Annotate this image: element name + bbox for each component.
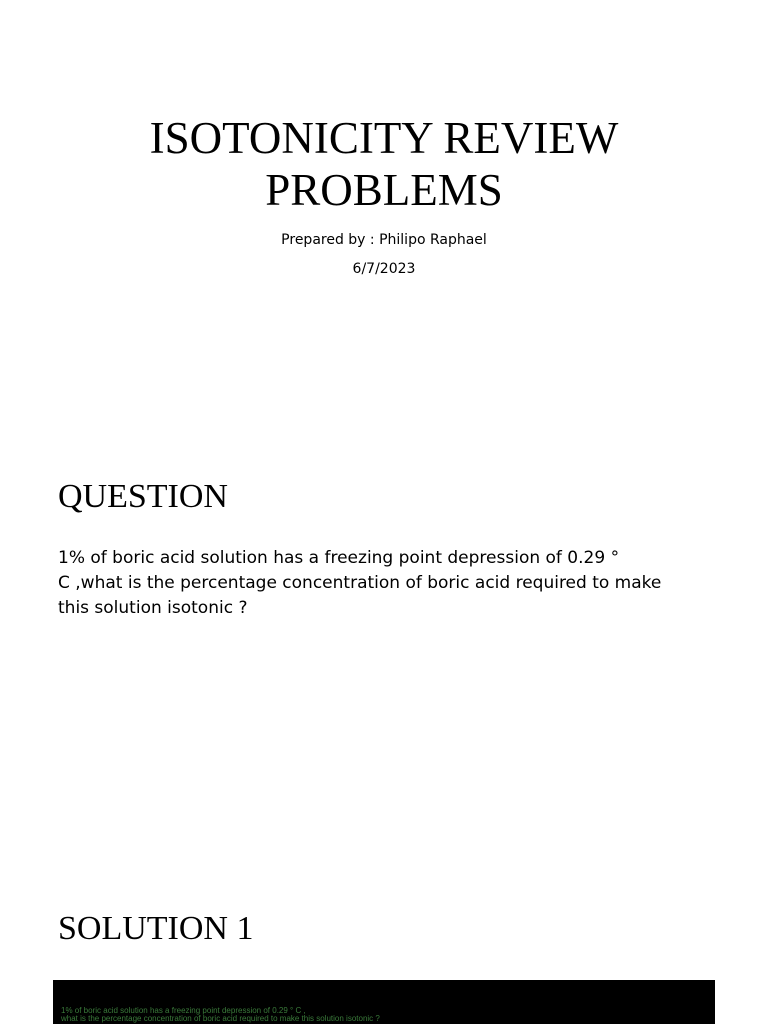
- solution-screenshot: [53, 980, 715, 1024]
- screenshot-line-2: what is the percentage concentration of boric acid required to make this solution isotonic ?: [61, 1014, 380, 1023]
- slide-title-line-1: ISOTONICITY REVIEW: [149, 113, 619, 163]
- solution-heading: SOLUTION 1: [58, 910, 254, 947]
- question-text: [58, 546, 718, 621]
- question-slide: [0, 440, 768, 880]
- question-line-1: 1% of boric acid solution has a freezing point depression of 0.29 °: [58, 548, 620, 568]
- slide-title-line-2: PROBLEMS: [265, 165, 503, 215]
- solution-slide: [0, 880, 768, 1024]
- title-slide: [0, 0, 768, 440]
- date-line: 6/7/2023: [352, 261, 416, 277]
- question-line-3: this solution isotonic ?: [58, 598, 248, 618]
- slide-title: [0, 112, 768, 216]
- question-heading: QUESTION: [58, 478, 228, 515]
- question-line-2: C ,what is the percentage concentration of boric acid required to make: [58, 573, 662, 593]
- screenshot-line-1: 1% of boric acid solution has a freezing point depression of 0.29 ° C ,: [61, 1006, 306, 1015]
- author-line: Prepared by : Philipo Raphael: [281, 232, 487, 248]
